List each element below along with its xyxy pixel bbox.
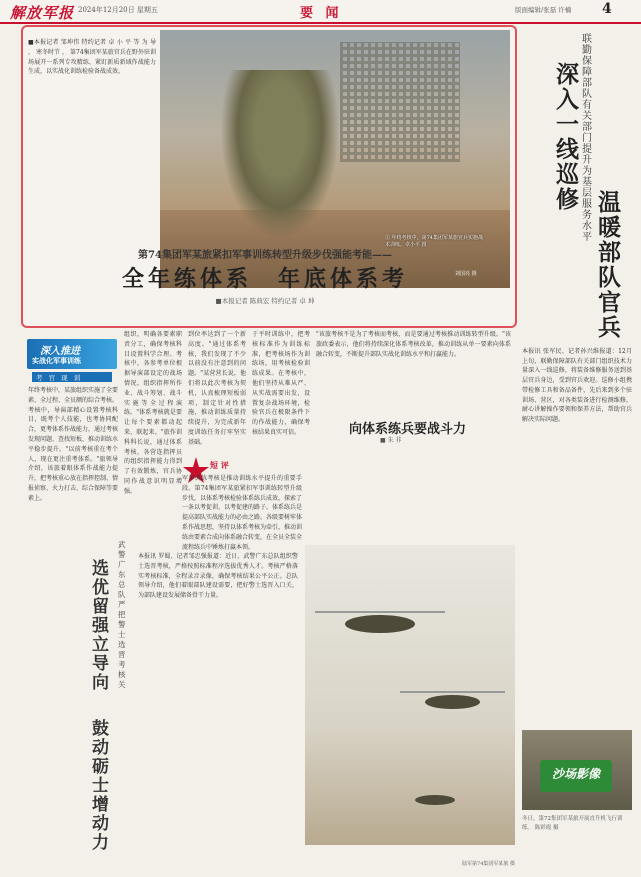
- soldier-image: [220, 70, 340, 240]
- column-bar-label: 考 官 现 训: [36, 374, 83, 382]
- sidebar-body: 本报讯 张军民、记者孙兴维报道：12月上旬，联勤保障部队有关部门组织技术力量深入一线巡修，将装备维修服务送到基层官兵身边，受到官兵欢迎。巡修小组携带检修工具和备品备件，先后来到多个驻训场、营区，对各类装备进行检测维修，耐心讲解操作要领和保养方法，帮助官兵解决实际问题。: [522, 348, 632, 423]
- feature-lead-text: ■本报记者 邹坤伟 特约记者 卓 小 平 等 为 导 ， 寒冬时节 ， 第74集团军某旅官兵在野外驻训场展开一系列专攻精练，紧盯新质新域作战能力生成，以实战化训练检验备战成效。: [28, 39, 156, 76]
- rotor-image: [400, 691, 505, 693]
- scene-title: 沙场影像: [552, 767, 601, 781]
- feature-kicker: 第74集团军某旅紧扣军事训练转型升级步伐强能考能——: [138, 250, 392, 261]
- article-column-1: 年终考核中，某旅组织实施了全要素、全过程、全员额的综合考核。考核中，导演部精心设置考核科目，既考个人技能，也考协同配合，更考体系作战能力，通过考核发现问题、查找短板，推动训练水平稳步提升。"以前考核重在考个人，现在更注重考体系。"旅领导介绍，该旅着眼体系作战能力提升，把考核重心放在指挥控制、情报侦察、火力打击、综合保障等要素上。: [28, 387, 119, 502]
- helicopter-image: [425, 695, 480, 709]
- feature-byline: ■本报记者 陈典宏 特约记者 卓 坤: [215, 297, 315, 305]
- newspaper-logo: 解放军报: [10, 4, 75, 22]
- issue-date: 2024年12月20日 星期五: [78, 6, 158, 14]
- photo-caption: ① 年终考核中，第74集团军某旅官兵实施战术训练。卓小平 摄: [385, 235, 483, 248]
- sidebar-subtitle: 联勤保障部队有关部门提升为基层服务水平: [582, 34, 592, 243]
- page-editor: 版面编辑/张磊 许楠: [515, 6, 572, 14]
- sidebar-title-2: 温暖部队官兵: [598, 189, 621, 341]
- commentary-byline: ■ 朱 非: [380, 437, 402, 444]
- photo-credit: 刘国亮 摄: [455, 271, 477, 277]
- radar-antenna-image: [340, 42, 460, 162]
- badge-title: 深入推进: [40, 346, 80, 357]
- scene-caption: 冬日，第72集团军某旅开展直升机飞行训练。 陈彩霞 摄: [522, 816, 623, 831]
- article-column-4: 于平时训练中，把考核标准作为训练标准，把考核场作为训练场，用考核检验训练成果。在考核中，他们坚持从难从严、从实战需要出发，设置复杂战场环境，检验官兵在极限条件下的作战能力，确保考核结果真实可信。: [252, 331, 310, 436]
- sidebar-title-1: 深入一线巡修: [556, 61, 579, 213]
- left-article-subtitle: 武警广东总队严把警士选晋考核关: [118, 540, 126, 689]
- commentary-title: 向体系练兵要战斗力: [348, 422, 466, 437]
- helicopter-image: [415, 795, 455, 805]
- left-article-title-2: 鼓动砺士增动力: [92, 719, 109, 853]
- rotor-image: [315, 611, 445, 613]
- commentary-label: 短 评: [210, 460, 229, 470]
- badge-subtitle: 实战化军事训练: [32, 356, 81, 365]
- article-column-5: "该旅考核不是为了考核而考核，而是要通过考核推动训练转型升级。"该旅政委表示，他们将持续深化体系考核改革，推动训练从单一要素向体系融合转变，不断提升部队实战化训练水平和打赢能力。: [316, 331, 511, 358]
- helicopter-photo: [305, 545, 515, 845]
- commentary-body: 军事训练考核是推动训练水平提升的重要手段。第74集团军某旅紧扣军事训练转型升级步伐，以体系考核检验体系练兵成效，探索了一条以考促训、以考促建的路子。体系练兵是提高部队实战能力的必由之路。各级要树牢体系作战思想，坚持以体系考核为牵引，推动训练由要素合成向体系融合转变，在全员全装全流程练兵中锤炼打赢本领。: [182, 475, 303, 551]
- page-number: 4: [602, 1, 612, 17]
- left-article-title-1: 选优留强立导向: [92, 559, 109, 693]
- section-title: 要 闻: [300, 6, 343, 21]
- article-column-2: 组织，明确各要素职责分工，确保考核科目设置科学合理。考核中，各参考单位根据导演部设定的战场情况，组织指挥所作业、战斗筹划、战斗实施等全过程演练。"体系考核就是要让每个要素都动起来、联起来。"旅作训科科长说，通过体系考核，各营连指挥员的组织指挥能力得到了有效锻炼，官兵协同作战意识明显增强。: [124, 331, 182, 495]
- article-column-3: 到位率达到了一个新高度。"通过体系考核，我们发现了不少以前没有注意到的问题。"某营营长说，他们将以此次考核为契机，认真梳理短板弱项，制定针对性措施，推动训练质量持续提升，为完成新年度训练任务打牢坚实基础。: [188, 331, 246, 446]
- helicopter-image: [345, 615, 415, 633]
- feature-headline: 全年练体系 年底体系考: [121, 267, 408, 292]
- helicopter-photo-credit: 陆军第74集团军某旅 摄: [462, 861, 515, 867]
- left-article-body: 本报讯 罗蜀、记者邹忠强报道：近日，武警广东总队组织警士选晋考核，严格按照标准程序选拔优秀人才。考核严格落实考核标准，全程录音录像，确保考核结果公平公正。总队领导介绍，他们着眼部队建设需要，把好警士选晋入口关，为部队建设发展储备骨干力量。: [138, 553, 298, 600]
